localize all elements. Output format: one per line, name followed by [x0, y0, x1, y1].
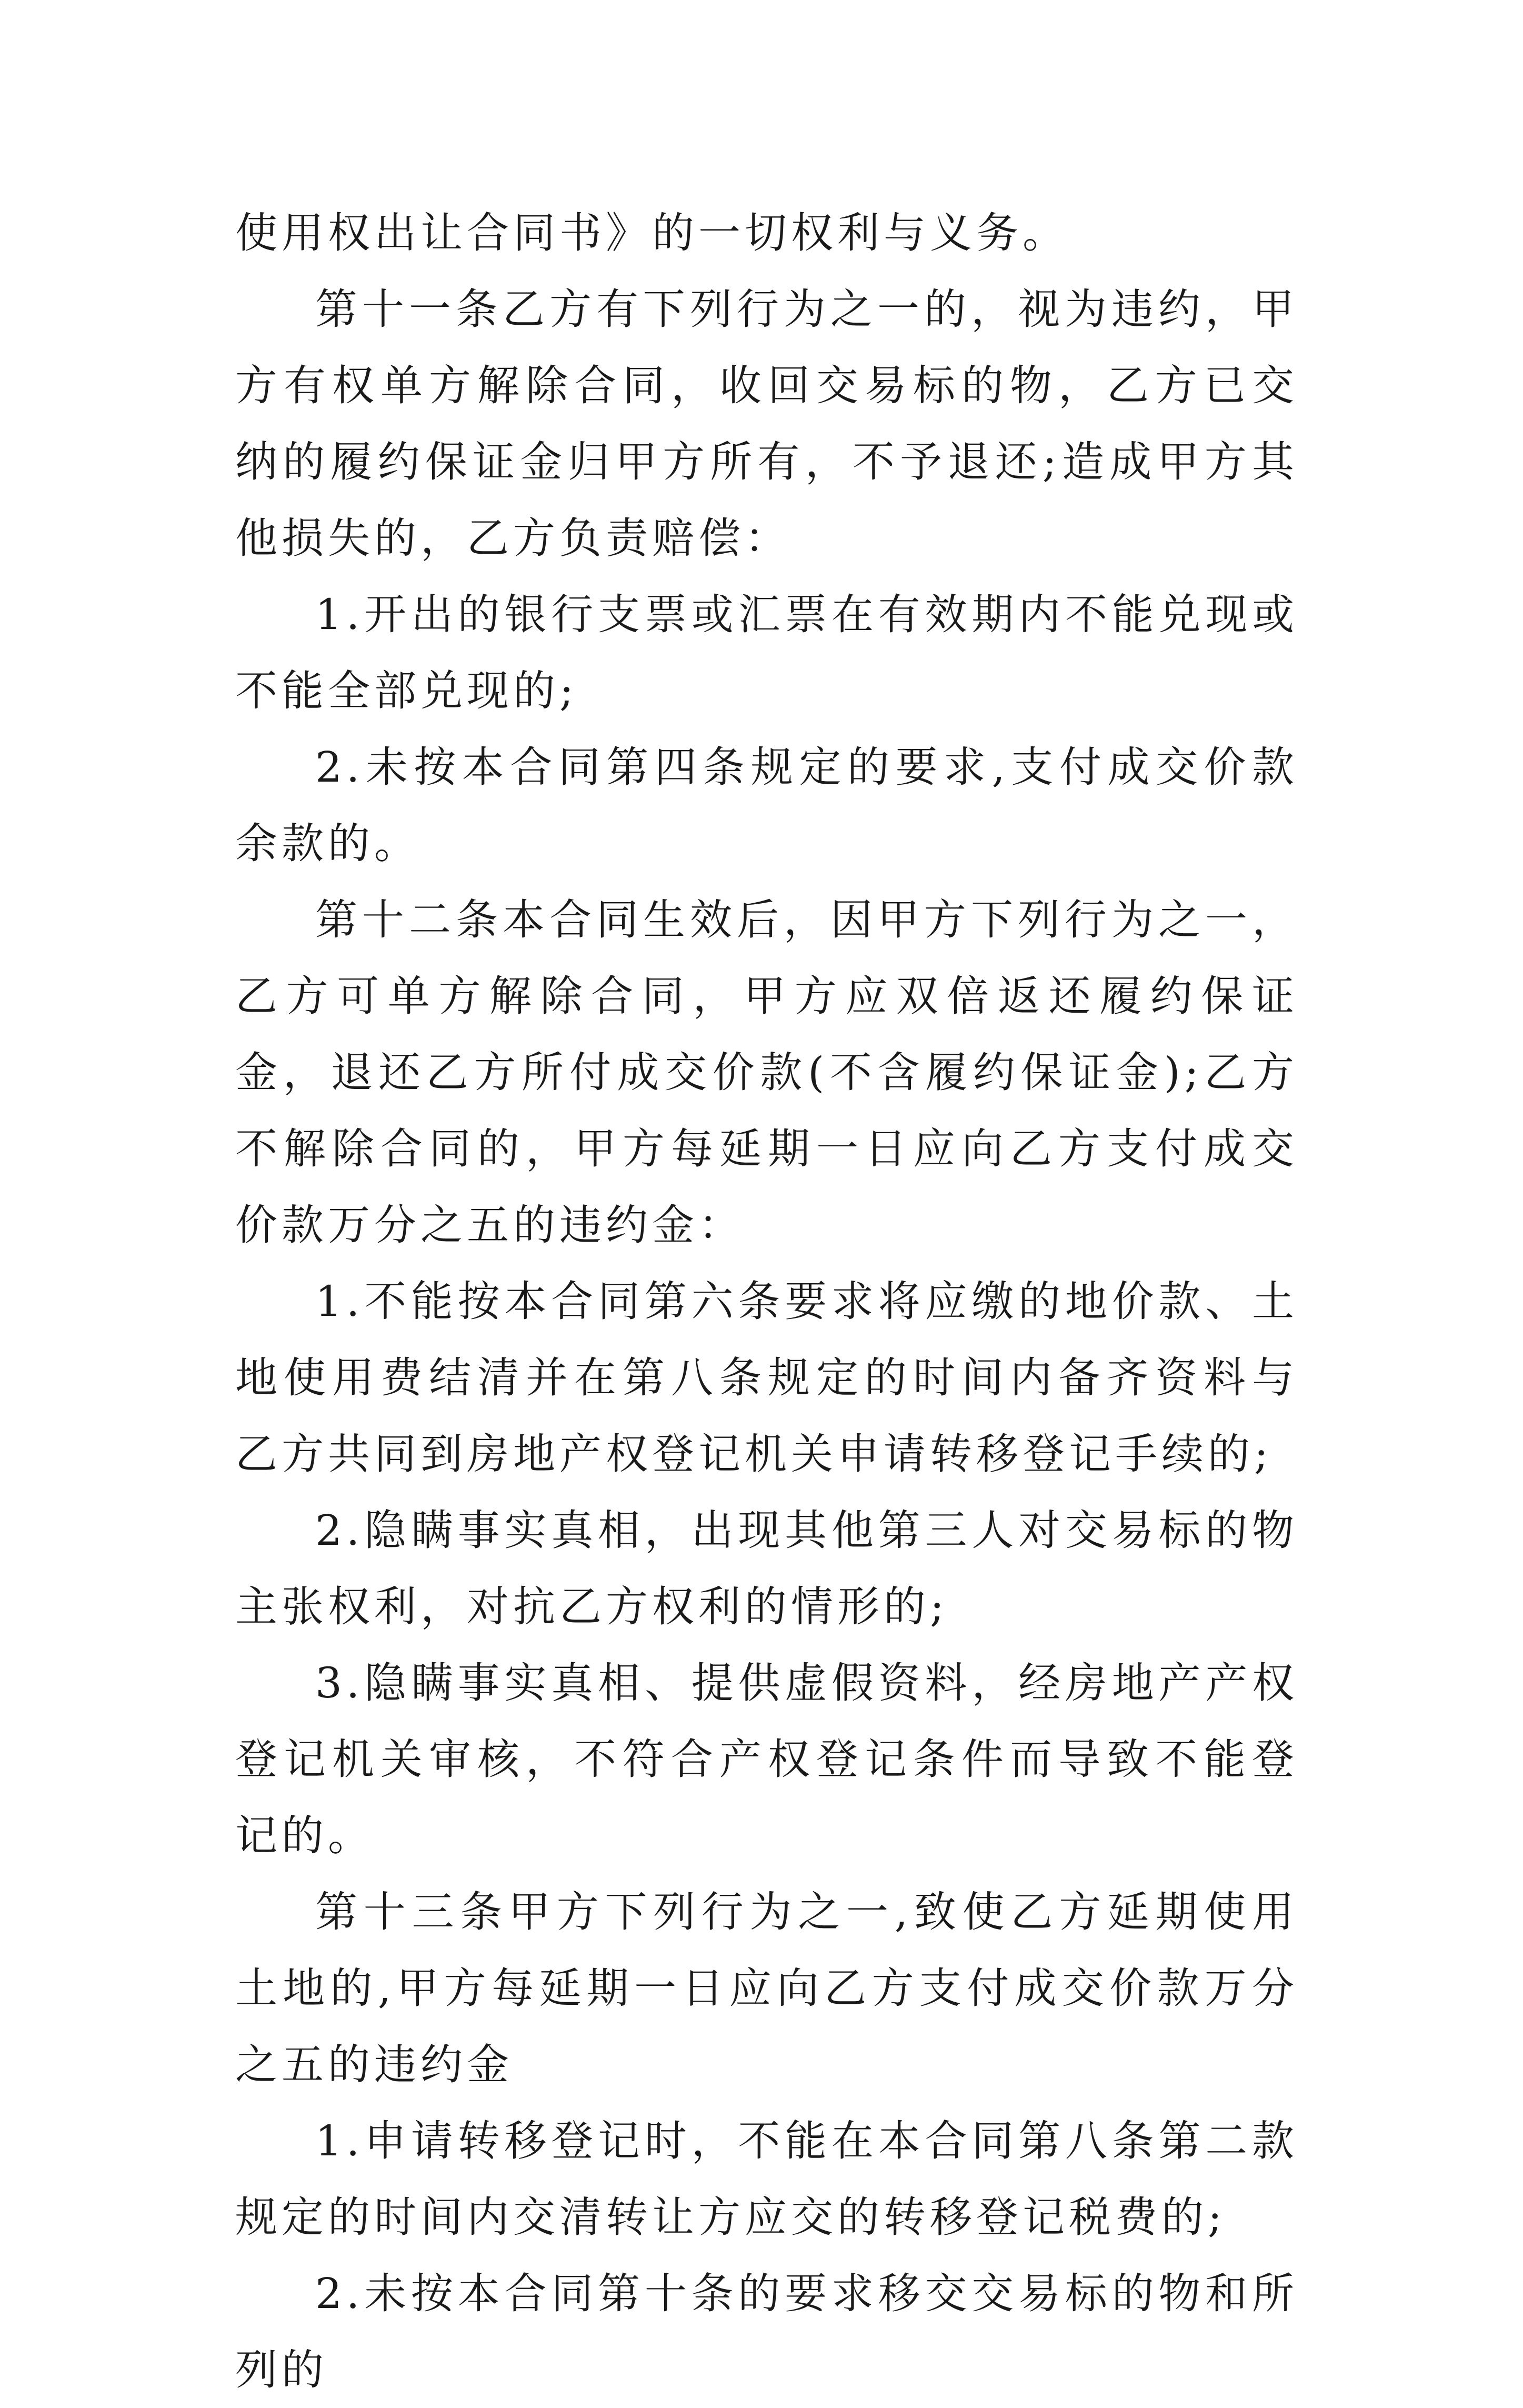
paragraph-continuation: 使用权出让合同书》的一切权利与义务。: [235, 208, 1069, 257]
paragraph-article-11-item-2: 2.未按本合同第四条规定的要求,支付成交价款余款的。: [235, 743, 1298, 868]
paragraph-article-13-item-1: 1.申请转移登记时，不能在本合同第八条第二款规定的时间内交清转让方应交的转移登记税费的;: [235, 2116, 1298, 2242]
paragraph-article-12: 第十二条本合同生效后，因甲方下列行为之一，乙方可单方解除合同，甲方应双倍返还履约保证金，退还乙方所付成交价款(不含履约保证金);乙方不解除合同的，甲方每延期一日应向乙方支付成交价款万分之五的违约金：: [235, 895, 1298, 1250]
paragraph-article-12-item-3: 3.隐瞒事实真相、提供虚假资料，经房地产产权登记机关审核，不符合产权登记条件而导致不能登记的。: [235, 1658, 1298, 1860]
paragraph-article-11-item-1: 1.开出的银行支票或汇票在有效期内不能兑现或不能全部兑现的;: [235, 590, 1298, 715]
document-body: [235, 195, 1298, 2408]
paragraph-article-13: 第十三条甲方下列行为之一,致使乙方延期使用土地的,甲方每延期一日应向乙方支付成交价款万分之五的违约金: [235, 1887, 1298, 2089]
paragraph-article-13-item-2: 2.未按本合同第十条的要求移交交易标的物和所列的: [235, 2269, 1298, 2394]
paragraph-article-12-item-2: 2.隐瞒事实真相，出现其他第三人对交易标的物主张权利，对抗乙方权利的情形的;: [235, 1506, 1298, 1631]
paragraph-article-12-item-1: 1.不能按本合同第六条要求将应缴的地价款、土地使用费结清并在第八条规定的时间内备齐资料与乙方共同到房地产权登记机关申请转移登记手续的;: [235, 1277, 1298, 1478]
paragraph-article-11: 第十一条乙方有下列行为之一的，视为违约，甲方有权单方解除合同，收回交易标的物，乙方已交纳的履约保证金归甲方所有，不予退还;造成甲方其他损失的，乙方负责赔偿：: [235, 285, 1298, 563]
